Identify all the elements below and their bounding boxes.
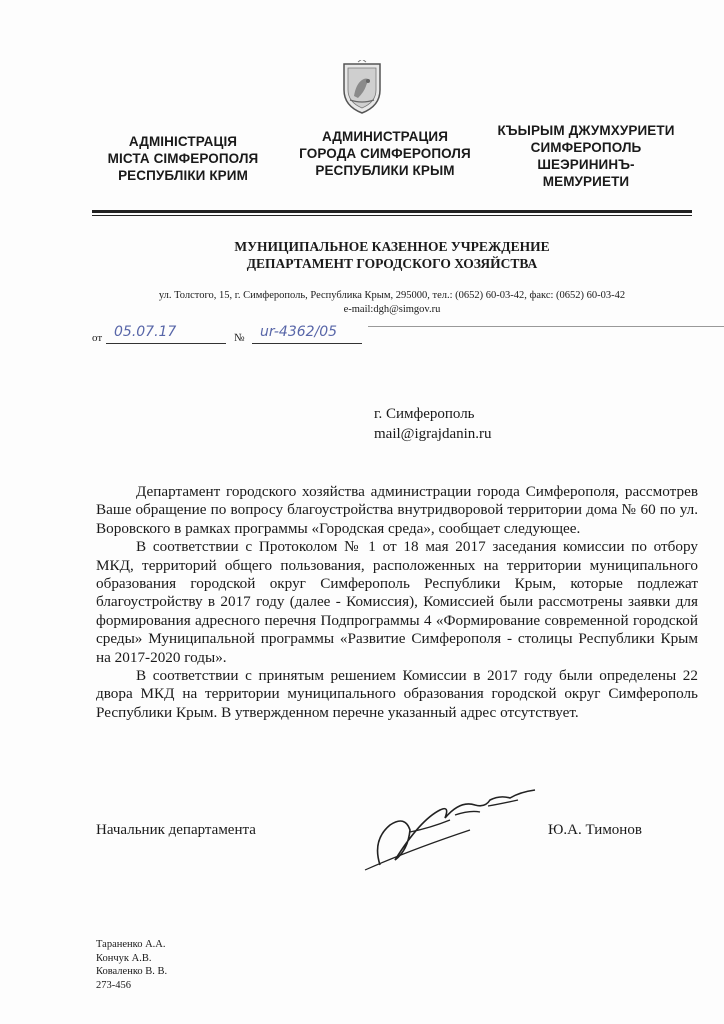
header-middle-line: РЕСПУБЛИКИ КРЫМ (315, 163, 455, 178)
header-ukrainian (78, 133, 288, 184)
header-middle-line: АДМИНИСТРАЦИЯ (321, 129, 449, 144)
coat-of-arms-icon (340, 60, 384, 116)
recipient-city: г. Симферополь (374, 406, 475, 422)
executor-line: Тараненко А.А. (96, 939, 166, 950)
number-label: № (234, 332, 245, 344)
address-line: ул. Толстого, 15, г. Симферополь, Республика Крым, 295000, тел.: (0652) 60-03-42, факс: (0652) 60-03-42 (158, 290, 626, 301)
executors-block (96, 938, 167, 992)
executor-phone: 273-456 (96, 979, 131, 991)
header-russian (280, 128, 490, 179)
header-right-line: КЪЫРЫМ ДЖУМХУРИЕТИ (497, 123, 675, 138)
header-right-line: МЕМУРИЕТИ (542, 174, 630, 189)
recipient-email: mail@igrajdanin.ru (374, 426, 492, 442)
body-paragraph: В соответствии с Протоколом № 1 от 18 мая 2017 заседания комиссии по отбору МКД, территорий общего пользования, расположенных на территории муниципального образования городской округ Симферополь Республики Крым, которые подлежат благоустройству в 2017 году (далее - Комиссия), Комиссией были рассмотрены заявки для формирования адресного перечня Подпрограммы 4 «Формирование современной городской среды» Муниципальной программы «Развитие Симферополя - столицы Республики Крым на 2017-2020 годы». (96, 538, 698, 666)
signatory-title: Начальник департамента (96, 822, 256, 838)
registration-line (92, 324, 692, 346)
header-right-line: ШЕЭРИНИНЪ- (537, 157, 635, 172)
department-name: ДЕПАРТАМЕНТ ГОРОДСКОГО ХОЗЯЙСТВА (246, 256, 538, 271)
header-divider-thin (92, 215, 692, 216)
header-crimean-tatar (486, 122, 686, 190)
header-left-line: РЕСПУБЛІКИ КРИМ (118, 168, 248, 183)
signatory-name: Ю.А. Тимонов (548, 822, 642, 838)
header-left-line: АДМІНІСТРАЦІЯ (128, 134, 238, 149)
executor-line: Кончук А.В. (96, 952, 152, 964)
date-value: 05.07.17 (114, 324, 177, 340)
number-underline (252, 343, 362, 344)
handwritten-signature (350, 770, 550, 880)
date-underline (106, 343, 226, 344)
date-label: от (92, 332, 103, 344)
header-middle-line: ГОРОДА СИМФЕРОПОЛЯ (299, 146, 471, 161)
executor-line: Коваленко В. В. (96, 966, 168, 977)
registration-rule (368, 326, 724, 327)
header-left-line: МІСТА СІМФЕРОПОЛЯ (107, 151, 259, 166)
header-right-line: СИМФЕРОПОЛЬ (530, 140, 642, 155)
email-line: e-mail:dgh@simgov.ru (343, 304, 441, 315)
body-paragraph: Департамент городского хозяйства администрации города Симферополя, рассмотрев Ваше обращение по вопросу благоустройства внутридворовой территории дома № 60 по ул. Воровского в рамках программы «Городская среда», сообщает следующее. (96, 483, 698, 537)
number-value: ur-4362/05 (260, 324, 338, 340)
letter-body (96, 483, 698, 722)
header-divider-thick (92, 210, 692, 213)
institution-name: МУНИЦИПАЛЬНОЕ КАЗЕННОЕ УЧРЕЖДЕНИЕ (234, 239, 550, 254)
body-paragraph: В соответствии с принятым решением Комиссии в 2017 году были определены 22 двора МКД на территории муниципального образования городской округ Симферополь Республики Крым. В утвержденном перечне указанный адрес отсутствует. (96, 667, 698, 721)
